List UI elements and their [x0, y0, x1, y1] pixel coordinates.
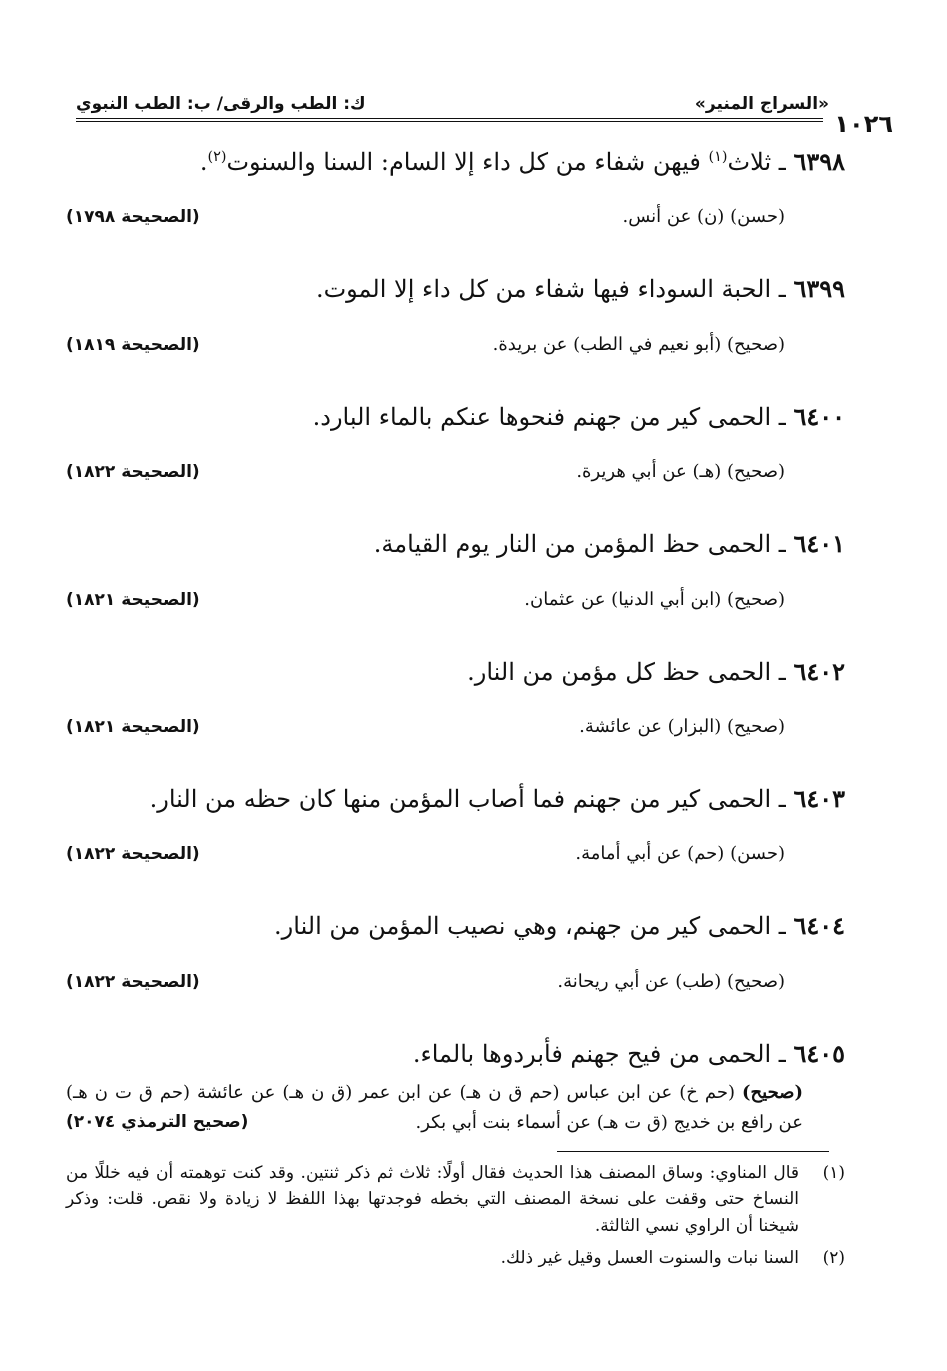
footnote-number: (٢)	[822, 1248, 845, 1269]
hadith-body: الحمى كير من جهنم فما أصاب المؤمن منها كان حظه من النار.	[149, 784, 772, 813]
source	[557, 971, 845, 992]
hadith-number: ٦٣٩٩	[793, 274, 845, 304]
hadith-text: ٦٤٠٥ ـ الحمى من فيح جهنم فأبردوها بالماء.	[412, 1038, 845, 1068]
footnote	[66, 1245, 845, 1271]
chapter-title: ك: الطب والرقى/ ب: الطب النبوي	[76, 94, 366, 114]
source	[576, 461, 845, 482]
source-grade: (صحيح)	[727, 715, 785, 737]
grade-reference: (صحيح الترمذي ٢٠٧٤)	[66, 1111, 249, 1132]
hadith-6398	[66, 146, 845, 227]
source-grade: (حسن)	[730, 206, 785, 228]
footnote	[66, 1160, 845, 1239]
source-grade: (صحيح)	[727, 461, 785, 483]
hadith-6402	[66, 656, 845, 737]
source-grade: (صحيح)	[742, 1082, 803, 1104]
source-grade: (صحيح)	[727, 588, 785, 610]
source-grade: (حسن)	[730, 843, 785, 865]
footnote-ref: (١)	[708, 149, 728, 165]
footnote-text: السنا نبات والسنوت العسل وقيل غير ذلك.	[500, 1248, 799, 1269]
hadith-6400	[66, 401, 845, 482]
hadith-text: ٦٤٠٠ ـ الحمى كير من جهنم فنحوها عنكم بالماء البارد.	[312, 401, 845, 431]
source-narrator: (هـ) عن أبي هريرة.	[576, 461, 722, 483]
grade-reference: (الصحيحة ١٨٢٢)	[66, 844, 200, 865]
hadith-6401	[66, 528, 845, 609]
page-number: ١٠٢٦	[834, 110, 893, 138]
hadith-body: الحبة السوداء فيها شفاء من كل داء إلا الموت.	[315, 275, 772, 304]
footnote-number: (١)	[822, 1163, 845, 1183]
hadith-number: ٦٤٠٥	[793, 1038, 845, 1068]
hadith-body: الحمى حظ المؤمن من النار يوم القيامة.	[373, 530, 772, 559]
source-line	[66, 461, 845, 482]
hadith-text: ٦٤٠١ ـ الحمى حظ المؤمن من النار يوم القيامة.	[373, 529, 845, 559]
hadith-number: ٦٤٠٤	[793, 911, 845, 941]
source-line	[66, 334, 845, 355]
grade-reference: (الصحيحة ١٨٢١)	[66, 589, 200, 610]
hadith-number: ٦٤٠٣	[793, 783, 845, 813]
hadith-text: ٦٤٠٢ ـ الحمى حظ كل مؤمن من النار.	[467, 656, 845, 686]
hadith-6404	[66, 910, 845, 991]
hadith-body: الحمى كير من جهنم، وهي نصيب المؤمن من النار.	[274, 912, 772, 941]
grade-reference: (الصحيحة ١٨٢٢)	[66, 462, 200, 483]
source	[575, 843, 845, 864]
hadith-number: ٦٤٠٠	[793, 401, 845, 431]
hadith-6403	[66, 783, 845, 864]
hadith-text-end: .	[199, 148, 208, 176]
source-line	[66, 971, 845, 992]
source-narrator: (طب) عن أبي ريحانة.	[557, 970, 722, 992]
hadith-body: الحمى من فيح جهنم فأبردوها بالماء.	[412, 1039, 772, 1068]
header-rule	[76, 118, 823, 122]
grade-reference: (الصحيحة ١٧٩٨)	[66, 207, 200, 228]
hadith-text-part: ثلاث	[727, 148, 772, 176]
hadith-text: ٦٤٠٤ ـ الحمى كير من جهنم، وهي نصيب المؤمن من النار.	[274, 911, 845, 941]
footnote-ref: (٢)	[207, 149, 227, 165]
grade-reference: (الصحيحة ١٨١٩)	[66, 334, 200, 355]
source-narrator: (ن) عن أنس.	[622, 206, 725, 228]
hadith-number: ٦٤٠٢	[793, 656, 845, 686]
hadith-body: الحمى كير من جهنم فنحوها عنكم بالماء البارد.	[312, 402, 772, 431]
source-paragraph	[66, 1078, 845, 1137]
hadith-6399	[66, 273, 845, 354]
source-narrator: (أبو نعيم في الطب) عن بريدة.	[492, 333, 722, 355]
hadith-body: الحمى حظ كل مؤمن من النار.	[467, 657, 772, 686]
source-narrator: (حم) عن أبي أمامة.	[575, 843, 725, 865]
source	[579, 716, 845, 737]
source-line	[66, 716, 845, 737]
source-line	[66, 206, 845, 227]
grade-reference: (الصحيحة ١٨٢١)	[66, 716, 200, 737]
hadith-text-part: فيهن شفاء من كل داء إلا السام: السنا والسنوت	[226, 148, 701, 176]
book-title: «السراج المنير»	[694, 94, 829, 114]
source-line	[66, 589, 845, 610]
source-narrator: (البزار) عن عائشة.	[579, 715, 722, 737]
footnote-rule	[557, 1151, 829, 1152]
source	[493, 334, 845, 355]
source	[524, 589, 845, 610]
hadith-list	[66, 146, 845, 1138]
hadith-number: ٦٣٩٨	[793, 147, 845, 176]
source-grade: (صحيح)	[727, 333, 785, 355]
source-narrator: (حم خ) عن ابن عباس (حم ق ن هـ) عن ابن عمر (ق ن هـ) عن عائشة (حم ق ت ن هـ) عن رافع بن خديج (ق ت هـ) عن أسماء بنت أبي بكر.	[66, 1082, 803, 1133]
source-grade: (صحيح)	[727, 970, 785, 992]
source-line	[66, 843, 845, 864]
grade-reference: (الصحيحة ١٨٢٢)	[66, 971, 200, 992]
footnote-text: قال المناوي: وساق المصنف هذا الحديث فقال أولًا: ثلاث ثم ذكر ثنتين. وقد كنت توهمته أن فيه خللًا من النساخ حتى وقفت على نسخة المصنف التي بخطه فوجدتها بهذا اللفظ لا زيادة ولا نقص. قلت: وذكر شيخنا أن الراوي نسي الثالثة.	[66, 1163, 799, 1236]
footnotes	[66, 1160, 845, 1277]
hadith-text: ٦٤٠٣ ـ الحمى كير من جهنم فما أصاب المؤمن منها كان حظه من النار.	[149, 783, 845, 813]
hadith-number: ٦٤٠١	[793, 529, 845, 559]
hadith-6405	[66, 1038, 845, 1138]
hadith-text: ٦٣٩٩ ـ الحبة السوداء فيها شفاء من كل داء إلا الموت.	[315, 274, 845, 304]
running-head	[76, 84, 829, 114]
source-narrator: (ابن أبي الدنيا) عن عثمان.	[524, 588, 722, 610]
source	[622, 206, 845, 227]
hadith-text: ٦٣٩٨ ـ ثلاث$^{(١)}$ فيهن شفاء من كل داء إلا السام: السنا والسنوت$^{(٢)}$.	[199, 147, 845, 176]
